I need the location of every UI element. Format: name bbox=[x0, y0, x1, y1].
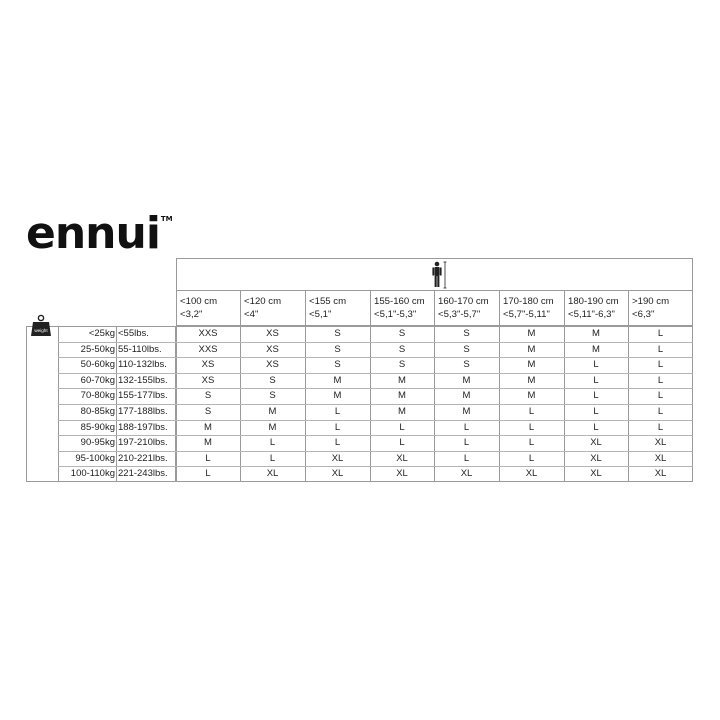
height-inch: <5,1"-5,3" bbox=[374, 309, 417, 320]
size-cell: XL bbox=[396, 468, 408, 480]
size-cell: M bbox=[333, 390, 342, 402]
size-cell: XL bbox=[331, 452, 344, 464]
weight-lbs: <55lbs. bbox=[118, 328, 149, 339]
trademark-mark: TM bbox=[160, 215, 173, 223]
size-cell: L bbox=[657, 374, 664, 386]
size-cell: L bbox=[399, 437, 405, 449]
weight-lbs: 221-243lbs. bbox=[118, 468, 168, 480]
size-cell: L bbox=[593, 421, 599, 433]
size-cell: XL bbox=[266, 468, 279, 480]
size-cell: XS bbox=[266, 328, 279, 339]
height-cm: <120 cm bbox=[244, 296, 282, 307]
height-column-header bbox=[241, 295, 305, 325]
height-column-header bbox=[435, 295, 499, 325]
size-cell: L bbox=[657, 421, 664, 433]
size-cell: M bbox=[268, 421, 277, 433]
size-cell: XL bbox=[654, 452, 667, 464]
size-cell: M bbox=[398, 374, 406, 386]
size-cell: M bbox=[398, 390, 406, 402]
size-cell: M bbox=[268, 406, 277, 417]
height-column-header bbox=[500, 295, 564, 325]
weight-lbs: 188-197lbs. bbox=[118, 421, 168, 433]
size-cell: S bbox=[334, 343, 341, 355]
size-cell: M bbox=[204, 421, 212, 433]
height-column-header bbox=[629, 295, 693, 325]
size-cell: XXS bbox=[198, 328, 218, 339]
size-cell: M bbox=[527, 343, 536, 355]
size-cell: M bbox=[527, 374, 536, 386]
size-cell: S bbox=[334, 359, 341, 371]
weight-kg: 70-80kg bbox=[80, 390, 115, 402]
height-column-header bbox=[565, 295, 628, 325]
height-inch: <5,7"-5,11" bbox=[503, 309, 550, 320]
weight-lbs: 197-210lbs. bbox=[118, 437, 168, 449]
height-cm: <100 cm bbox=[180, 296, 218, 307]
height-inch: <6,3" bbox=[632, 309, 655, 320]
size-cell: S bbox=[269, 390, 276, 402]
size-cell: S bbox=[463, 328, 470, 339]
size-cell: L bbox=[593, 359, 599, 371]
size-cell: XL bbox=[590, 468, 602, 480]
size-cell: M bbox=[204, 437, 212, 449]
size-cell: XL bbox=[654, 437, 667, 449]
size-cell: XL bbox=[396, 452, 408, 464]
weight-icon bbox=[30, 314, 52, 344]
weight-lbs: 110-132lbs. bbox=[118, 359, 167, 371]
size-cell: L bbox=[463, 421, 470, 433]
weight-kg: 100-110kg bbox=[70, 468, 115, 480]
size-cell: XS bbox=[201, 374, 215, 386]
height-inch: <5,11"-6,3" bbox=[568, 309, 615, 320]
weight-lbs: 132-155lbs. bbox=[118, 374, 168, 386]
size-cell: L bbox=[657, 359, 664, 371]
weight-lbs: 210-221lbs. bbox=[118, 452, 168, 464]
size-cell: XXS bbox=[198, 343, 218, 355]
height-cm: 180-190 cm bbox=[568, 296, 619, 307]
size-cell: XS bbox=[266, 359, 279, 371]
size-cell: M bbox=[527, 359, 536, 371]
size-cell: S bbox=[269, 374, 276, 386]
size-cell: XL bbox=[590, 452, 602, 464]
size-cell: L bbox=[528, 437, 535, 449]
size-cell: L bbox=[399, 421, 405, 433]
size-cell: XS bbox=[201, 359, 215, 371]
size-cell: M bbox=[398, 406, 406, 417]
weight-lbs: 55-110lbs. bbox=[118, 343, 162, 355]
size-cell: S bbox=[398, 328, 406, 339]
height-cm: 160-170 cm bbox=[438, 296, 489, 307]
size-cell: M bbox=[527, 328, 536, 339]
size-cell: M bbox=[462, 374, 471, 386]
size-cell: M bbox=[592, 328, 600, 339]
brand-logo-text: ennui bbox=[26, 208, 160, 259]
weight-kg: 95-100kg bbox=[75, 452, 115, 464]
size-cell: XL bbox=[460, 468, 473, 480]
size-cell: M bbox=[462, 390, 471, 402]
size-cell: S bbox=[204, 390, 212, 402]
size-cell: L bbox=[334, 421, 341, 433]
size-cell: XL bbox=[590, 437, 602, 449]
size-cell: L bbox=[463, 437, 470, 449]
size-cell: M bbox=[592, 343, 600, 355]
weight-label: weight bbox=[34, 328, 48, 333]
weight-kg: 60-70kg bbox=[80, 374, 115, 386]
weight-kg: 80-85kg bbox=[80, 406, 115, 417]
size-cell: L bbox=[205, 468, 211, 480]
height-cm: 170-180 cm bbox=[503, 296, 554, 307]
size-cell: M bbox=[527, 390, 536, 402]
size-cell: L bbox=[528, 421, 535, 433]
size-cell: L bbox=[657, 328, 664, 339]
size-cell: L bbox=[657, 390, 664, 402]
size-cell: S bbox=[204, 406, 212, 417]
size-cell: S bbox=[398, 343, 406, 355]
size-cell: L bbox=[334, 437, 341, 449]
size-cell: XL bbox=[654, 468, 667, 480]
size-cell: L bbox=[528, 406, 535, 417]
size-cell: L bbox=[593, 406, 599, 417]
weight-lbs: 155-177lbs. bbox=[118, 390, 168, 402]
size-cell: L bbox=[593, 390, 599, 402]
size-cell: M bbox=[462, 406, 471, 417]
brand-logo bbox=[26, 208, 173, 259]
size-cell: L bbox=[657, 406, 664, 417]
size-cell: L bbox=[528, 452, 535, 464]
size-cell: S bbox=[334, 328, 341, 339]
size-cell: L bbox=[205, 452, 211, 464]
size-cell: S bbox=[463, 359, 470, 371]
size-cell: L bbox=[593, 374, 599, 386]
size-cell: L bbox=[334, 406, 341, 417]
size-cell: S bbox=[463, 343, 470, 355]
size-cell: L bbox=[269, 452, 276, 464]
size-cell: L bbox=[463, 452, 470, 464]
weight-kg: 25-50kg bbox=[80, 343, 115, 355]
size-cell: XL bbox=[331, 468, 344, 480]
size-chart-table bbox=[26, 258, 693, 482]
size-cell: L bbox=[657, 343, 664, 355]
height-column-header bbox=[371, 295, 434, 325]
size-cell: XS bbox=[266, 343, 279, 355]
height-inch: <3,2" bbox=[180, 309, 203, 320]
weight-kg: 90-95kg bbox=[80, 437, 115, 449]
weight-kg: <25kg bbox=[88, 328, 115, 339]
person-height-icon bbox=[430, 261, 448, 289]
height-inch: <4" bbox=[244, 309, 259, 320]
height-cm: 155-160 cm bbox=[374, 296, 425, 307]
size-cell: M bbox=[333, 374, 342, 386]
height-column-header bbox=[177, 295, 240, 325]
weight-lbs: 177-188lbs. bbox=[118, 406, 168, 417]
height-cm: >190 cm bbox=[632, 296, 670, 307]
height-inch: <5,3"-5,7" bbox=[438, 309, 481, 320]
weight-kg: 85-90kg bbox=[80, 421, 115, 433]
size-cell: S bbox=[398, 359, 406, 371]
size-cell: L bbox=[269, 437, 276, 449]
weight-kg: 50-60kg bbox=[80, 359, 115, 371]
size-cell: XL bbox=[525, 468, 538, 480]
height-column-header bbox=[306, 295, 370, 325]
height-cm: <155 cm bbox=[309, 296, 347, 307]
height-inch: <5,1" bbox=[309, 309, 332, 320]
